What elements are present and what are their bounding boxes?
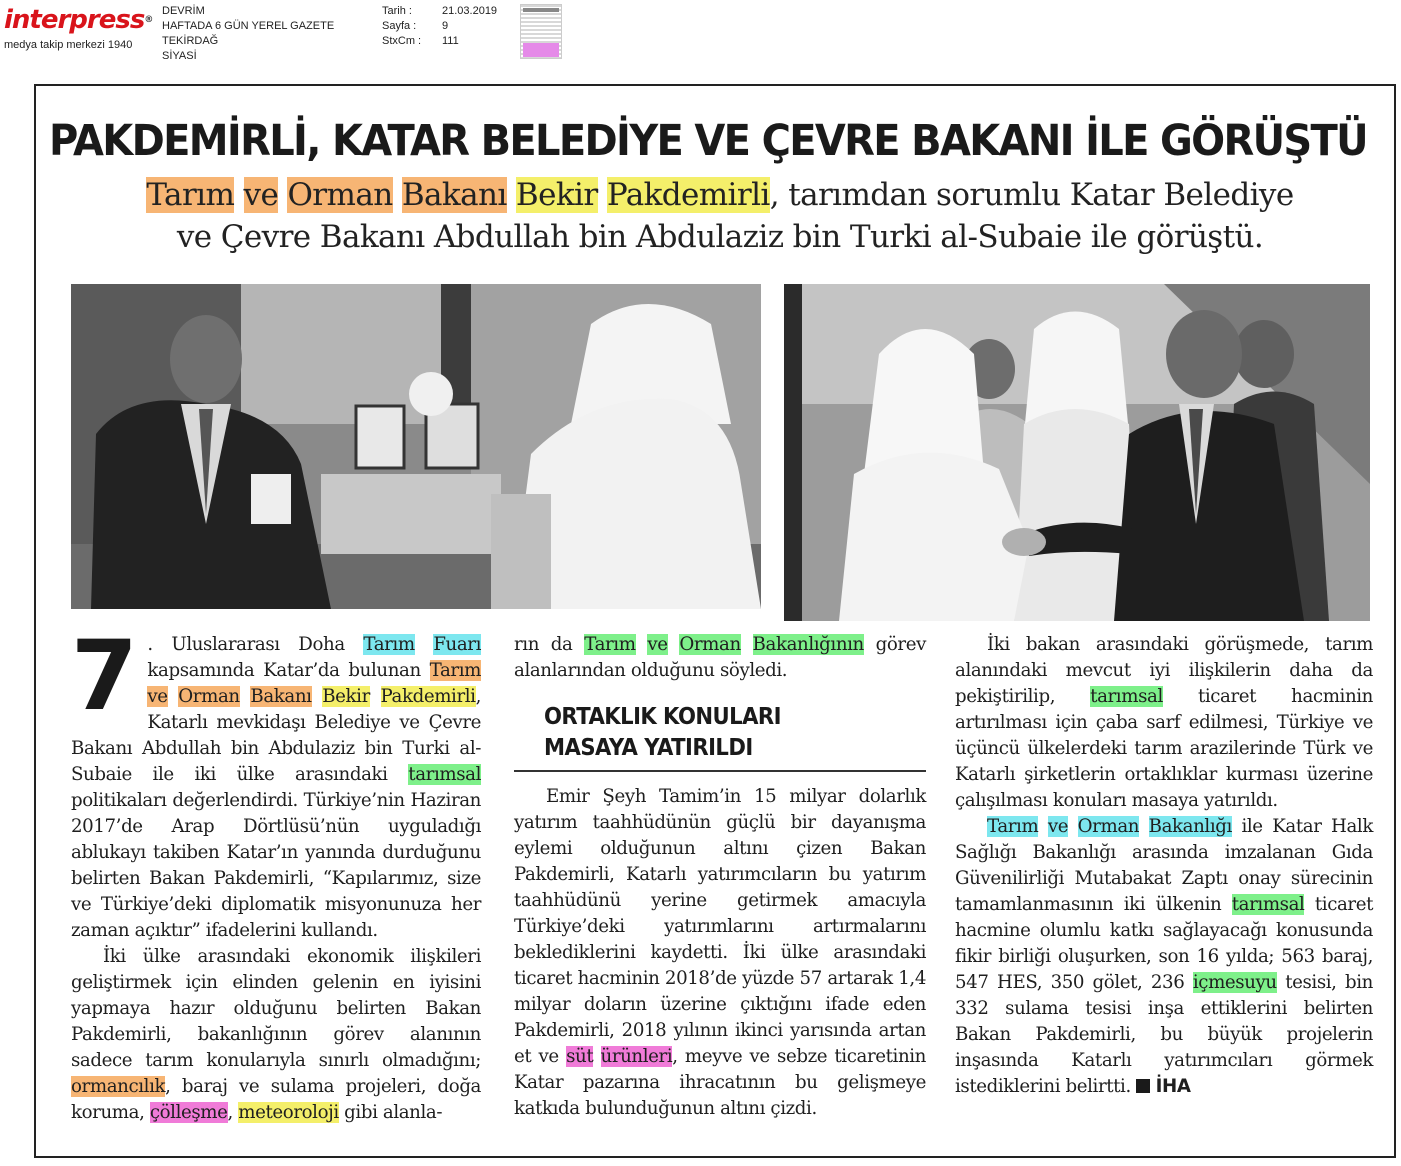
column-1-paragraph-2: İki ülke arasındaki ekonomik ilişkileri geliştirmek için elinden gelenin en iyisini yapmaya hazır olduğunu belirten Bakan Pakdemirli, bakanlığının görev alanının sadece tarım konularıyla sınırlı olmadığını; ormancılık, baraj ve sulama projeleri, doğa koruma, çölleşme, meteoroloji gibi alanla- (71, 946, 481, 1123)
section-subheading: ORTAKLIK KONULARI MASAYA YATIRILDI (544, 704, 781, 761)
publication-category: SİYASİ (162, 50, 197, 62)
column-2-paragraph-2: Emir Şeyh Tamim’in 15 milyar dolarlık yatırım taahhüdünün güçlü bir dayanışma eylemi olduğunun altını çizen Bakan Pakdemirli, Katarlı yatırımcıların bu yatırım taahhüdünü yerine getirmek amacıyla Türkiye’deki yatırımlarını artırmalarını beklediklerini kaydetti. İki ülke arasındaki ticaret hacminin 2018’de yüzde 57 artarak 1,4 milyar doların üzerine çıktığını ifade eden Pakdemirli, 2018 yılının ikinci yarısında artan et ve süt ürünleri, meyve ve sebze ticaretinin Katar pazarına ihracatının bu gelişmeye katkıda bulunduğunun altını çizdi. (514, 786, 926, 1119)
column-3-paragraph-2: Tarım ve Orman Bakanlığı ile Katar Halk Sağlığı Bakanlığı arasında imzalanan Gıda Güvenilirliği Mutabakat Zaptı onay sürecinin tamamlanmasının iki ülkenin tarımsal ticaret hacmine olumlu katkı sağlayacağı konusunda fikir birliği oluşurken, son 16 yılda; 563 baraj, 547 HES, 350 gölet, 236 içmesuyu tesisi, bin 332 sulama tesisi inşa ettiklerini belirten Bakan Pakdemirli, bu büyük projelerin inşasında Katarlı yatırımcıları görmek istediklerini belirtti. İHA (955, 816, 1373, 1097)
page-thumbnail (520, 4, 562, 59)
article-headline: PAKDEMİRLİ, KATAR BELEDİYE VE ÇEVRE BAKANI İLE GÖRÜŞTÜ (49, 116, 1367, 166)
photo-meeting-seated (71, 284, 761, 609)
thumbnail-article-highlight (523, 43, 559, 57)
clipping-fields (382, 4, 497, 49)
interpress-logo (4, 6, 154, 56)
drop-cap: 7 (71, 620, 138, 732)
publication-frequency: HAFTADA 6 GÜN YEREL GAZETE (162, 20, 335, 32)
article-column-2 (514, 632, 926, 1122)
field-date: Tarih : 21.03.2019 (382, 5, 498, 17)
logo-tagline: medya takip merkezi 1940 (4, 39, 133, 51)
subheading-rule (514, 770, 926, 772)
registered-mark-icon: ® (144, 15, 153, 25)
end-mark-icon (1136, 1079, 1150, 1093)
article-column-1 (71, 620, 481, 1126)
article-deck: Tarım ve Orman Bakanı Bekir Pakdemirli, tarımdan sorumlu Katar Belediye ve Çevre Bakanı Abdullah bin Abdulaziz bin Turki al-Subaie ile görüştü. (146, 177, 1294, 255)
column-1-paragraph-1: 7 . Uluslararası Doha Tarım Fuarı kapsamında Katar’da bulunan Tarım ve Orman Bakanı Bekir Pakdemirli, Katarlı mevkidaşı Belediye ve Çevre Bakanı Abdullah bin Abdulaziz bin Turki al-Subaie ile iki ülke arasındaki tarımsal politikaları değerlendirdi. Türkiye’nin Haziran 2017’de Arap Dörtlüsü’nün uyguladığı ablukayı takiben Katar’ın yanında durduğunu belirten Bakan Pakdemirli, “Kapılarımız, size ve Türkiye’deki diplomatik misyonunuza her zaman açıktır” ifadelerini kullandı. (71, 620, 481, 941)
publication-city: TEKİRDAĞ (162, 35, 219, 47)
logo-wordmark: interpress (4, 5, 145, 35)
article-column-3 (955, 632, 1373, 1100)
photo-handshake (784, 284, 1370, 621)
field-stxcm: StxCm : 111 (382, 35, 459, 47)
publication-name: DEVRİM (162, 5, 205, 17)
news-agency-signature: İHA (1155, 1076, 1191, 1097)
field-page: Sayfa : 9 (382, 20, 449, 32)
publication-info (162, 4, 334, 64)
column-2-paragraph-1: rın da Tarım ve Orman Bakanlığının görev alanlarından olduğunu söyledi. (514, 634, 926, 681)
column-3-paragraph-1: İki bakan arasındaki görüşmede, tarım alanındaki mevcut iyi ilişkilerin daha da pekiştirilip, tarımsal ticaret hacminin artırılması için çaba sarf edilmesi, Türkiye ve üçüncü ülkelerdeki tarım arazilerinde Türk ve Katarlı şirketlerin ortaklıklar kurması üzerine çalışılması konuları masaya yatırıldı. (955, 634, 1373, 811)
